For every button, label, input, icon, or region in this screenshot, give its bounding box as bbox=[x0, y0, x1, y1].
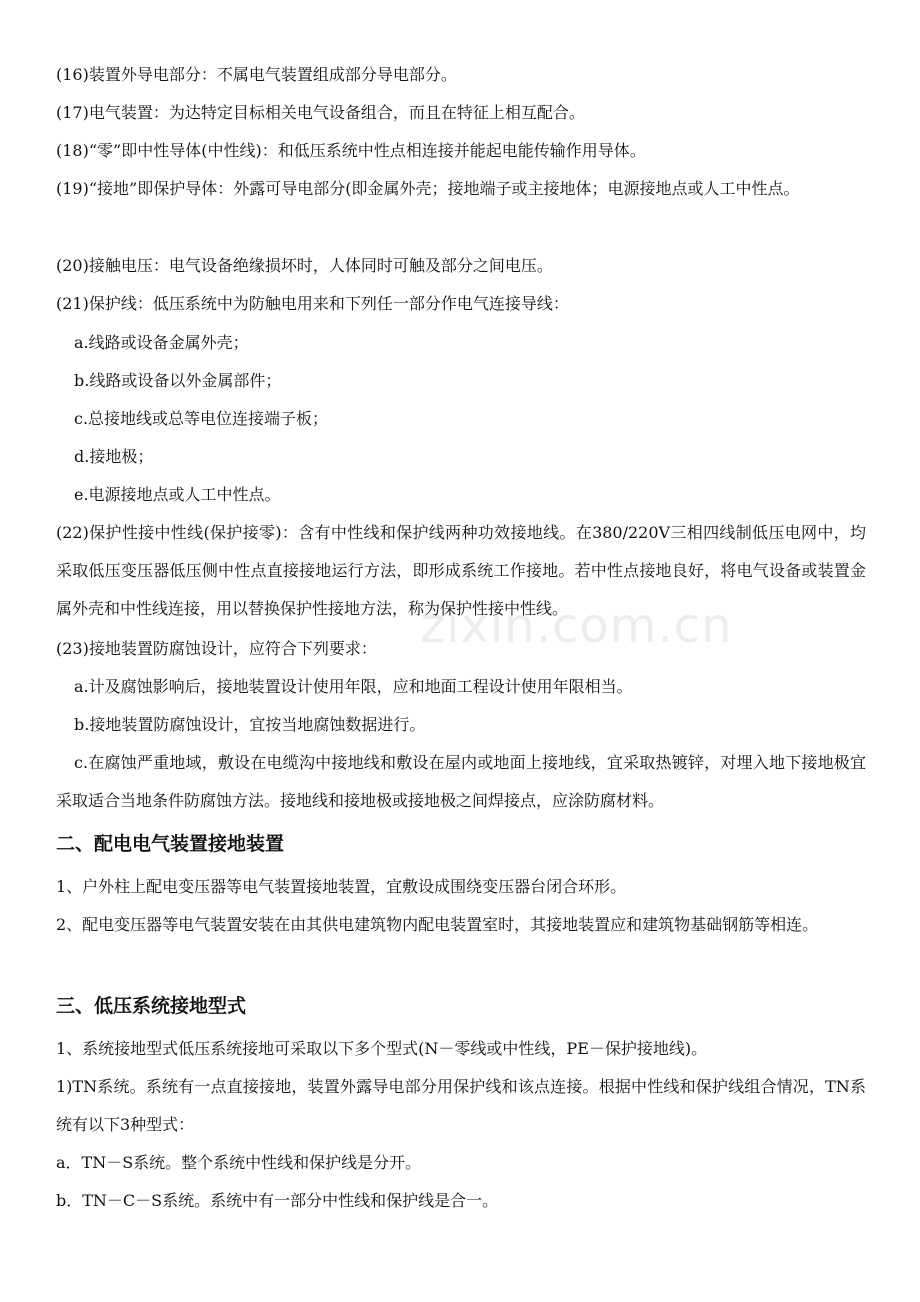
definition-21-item-d: d.接地极； bbox=[74, 447, 154, 466]
definition-18: (18)“零”即中性导体(中性线)：和低压系统中性点相连接并能起电能传输作用导体。 bbox=[56, 141, 646, 160]
definition-16: (16)装置外导电部分：不属电气装置组成部分导电部分。 bbox=[56, 65, 457, 84]
definition-19: (19)“接地”即保护导体：外露可导电部分(即金属外壳；接地端子或主接地体；电源接地点或人工中性点。 bbox=[56, 179, 800, 198]
definition-21: (21)保护线：低压系统中为防触电用来和下列任一部分作电气连接导线： bbox=[56, 294, 569, 313]
section-2-item-1: 1、户外柱上配电变压器等电气装置接地装置，宜敷设成围绕变压器台闭合环形。 bbox=[56, 877, 627, 896]
section-heading-2: 二、配电电气装置接地装置 bbox=[56, 833, 285, 855]
watermark: zixin.com.cn bbox=[420, 598, 733, 654]
definition-17: (17)电气装置：为达特定目标相关电气设备组合，而且在特征上相互配合。 bbox=[56, 103, 585, 122]
tn-s-system: a．TN－S系统。整个系统中性线和保护线是分开。 bbox=[56, 1153, 422, 1172]
tn-system-description: 1)TN系统。系统有一点直接接地，装置外露导电部分用保护线和该点连接。根据中性线和保护线组合情况，TN系统有以下3种型式： bbox=[56, 1077, 866, 1134]
definition-21-item-a: a.线路或设备金属外壳； bbox=[74, 333, 249, 352]
definition-20: (20)接触电压：电气设备绝缘损坏时，人体同时可触及部分之间电压。 bbox=[56, 256, 553, 275]
definition-21-item-e: e.电源接地点或人工中性点。 bbox=[74, 485, 281, 504]
definition-21-item-b: b.线路或设备以外金属部件； bbox=[74, 371, 282, 390]
section-heading-3: 三、低压系统接地型式 bbox=[56, 995, 247, 1017]
section-2-item-2: 2、配电变压器等电气装置安装在由其供电建筑物内配电装置室时，其接地装置应和建筑物基础钢筋等相连。 bbox=[56, 915, 819, 934]
definition-21-item-c: c.总接地线或总等电位连接端子板； bbox=[74, 409, 329, 428]
definition-23-item-b: b.接地装置防腐蚀设计，宜按当地腐蚀数据进行。 bbox=[74, 715, 426, 734]
tn-c-s-system: b．TN－C－S系统。系统中有一部分中性线和保护线是合一。 bbox=[56, 1191, 499, 1210]
definition-22: (22)保护性接中性线(保护接零)：含有中性线和保护线两种功效接地线。在380/220V三相四线制低压电网中，均采取低压变压器低压侧中性点直接接地运行方法，即形成系统工作接地。若中性点接地良好，将电气设备或装置金属外壳和中性线连接，用以替换保护性接地方法，称为保护性接中性线。 bbox=[56, 523, 866, 618]
definition-23-item-c: c.在腐蚀严重地域，敷设在电缆沟中接地线和敷设在屋内或地面上接地线，宜采取热镀锌，对埋入地下接地极宜采取适合当地条件防腐蚀方法。接地线和接地极或接地极之间焊接点，应涂防腐材料。 bbox=[56, 753, 866, 810]
definition-23-item-a: a.计及腐蚀影响后，接地装置设计使用年限，应和地面工程设计使用年限相当。 bbox=[74, 677, 633, 696]
definition-23: (23)接地装置防腐蚀设计，应符合下列要求： bbox=[56, 639, 377, 658]
section-3-item-1: 1、系统接地型式低压系统接地可采取以下多个型式(N－零线或中性线，PE－保护接地线)。 bbox=[56, 1039, 708, 1058]
